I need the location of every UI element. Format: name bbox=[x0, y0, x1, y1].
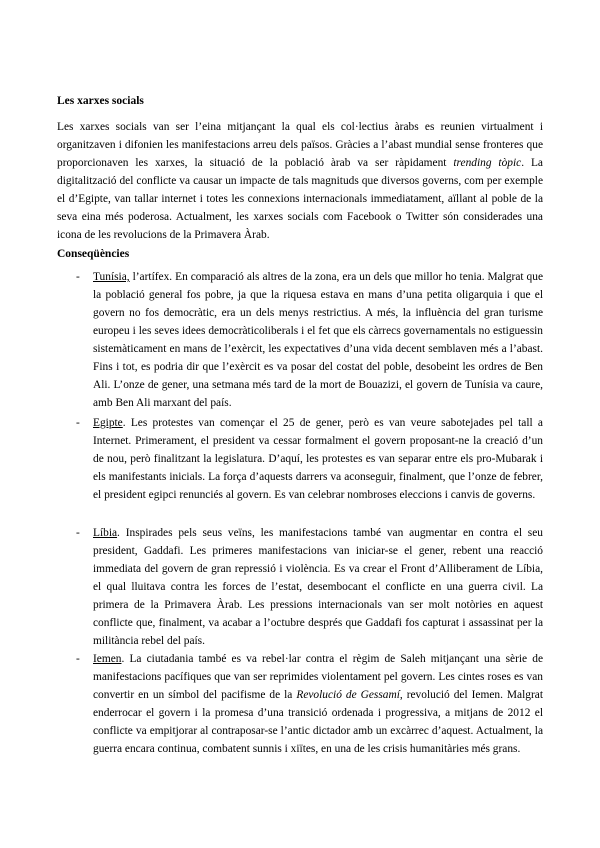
list-item-tunisia bbox=[57, 268, 543, 412]
emphasis-trending-topic: trending tòpic bbox=[453, 157, 522, 169]
list-item-iemen bbox=[57, 650, 543, 758]
country-name-egipte: Egipte bbox=[93, 417, 123, 429]
section-heading-consequencies: Conseqüències bbox=[57, 248, 130, 260]
list-item-egipte bbox=[57, 414, 543, 504]
list-item-text bbox=[93, 650, 543, 758]
item-body: . Inspirades pels seus veïns, les manifestacions també van augmentar en contra el seu president, Gaddafi. Les primeres manifestacions van iniciar-se el gener, rebent una reacció immediata del govern de gran repressió i violència. Es va crear el Front d’Alliberament de Líbia, el qual lluitava contra les forces de l’estat, desembocant el conflicte en una guerra civil. La primera de la Primavera Àrab. Les pressions internacionals van ser molt notòries en aquest conflicte que, finalment, va acabar a l’octubre després que Gaddafi fos capturat i assassinat per la militància rebel del país. bbox=[93, 527, 543, 647]
section-heading-xarxes-socials: Les xarxes socials bbox=[57, 95, 144, 107]
list-item-libia bbox=[57, 524, 543, 650]
item-body: l’artífex. En comparació als altres de la zona, era un dels que millor ho tenia. Malgrat que la població general fos pobre, ja que la riquesa estava en mans d’una petita oligarquia i que el govern no fos democràtic, era un dels menys restrictius. A més, la influència del gran turisme europeu i les seves idees democràticoliberals i el fet que els càrrecs governamentals no estiguessin sistemàticament en mans de l’exèrcit, les expectatives d’una vida decent semblaven més a l’abast. Fins i tot, es podria dir que l’exèrcit es va posar del costat del poble, desobeint les ordres de Ben Ali. L’onze de gener, una setmana més tard de la mort de Bouazizi, el govern de Tunísia va caure, amb Ben Ali marxant del país. bbox=[93, 271, 543, 409]
list-bullet-dash: - bbox=[76, 527, 80, 539]
item-body: , revolució del Iemen. Malgrat enderrocar el govern i la promesa d’una transició ordenada i progressiva, a mitjans de 2012 el conflicte va empitjorar al contraposar-se l’antic dictador amb un excàrrec d’aquest. Actualment, la guerra encara continua, combatent sunnis i xiïtes, en una de les crisis humanitàries més grans. bbox=[93, 689, 543, 755]
item-body: . La ciutadania també es va rebel·lar contra el règim de Saleh mitjançant una sèrie de manifestacions pacífiques que van ser reprimides violentament pel govern. Les cintes roses es van convertir en un símbol del pacifisme de la bbox=[93, 653, 543, 701]
list-item-text bbox=[93, 414, 543, 504]
list-bullet-dash: - bbox=[76, 271, 80, 283]
emphasis-revolucio-gessami: Revolució de Gessamí bbox=[296, 689, 400, 701]
paragraph-xarxes-socials bbox=[57, 118, 543, 244]
item-body: . Les protestes van començar el 25 de gener, però es van veure sabotejades pel tall a Internet. Primerament, el president va cessar formalment el govern proposant-ne la creació d’un de nou, però finalitzant la legislatura. D’aquí, les protestes es van separar entre els pro-Mubarak i els manifestants inicials. La força d’aquests darrers va aconseguir, finalment, que l’onze de febrer, el president egipci renunciés al govern. Es van celebrar nombroses eleccions i canvis de governs. bbox=[93, 417, 543, 501]
paragraph-text: Les xarxes socials van ser l’eina mitjançant la qual els col·lectius àrabs es reunien virtualment i organitzaven i difonien les manifestacions arreu dels països. Gràcies a l’abast mundial sense fronteres que proporcionaven les xarxes, la situació de la població àrab va ser ràpidament bbox=[57, 121, 543, 169]
paragraph-text: . La digitalització del conflicte va causar un impacte de tals magnituds que diversos governs, com per exemple el d’Egipte, van tallar internet i totes les connexions internacionals immediatament, aïllant al poble de la seva eina més poderosa. Actualment, les xarxes socials com Facebook o Twitter són considerades una icona de les revolucions de la Primavera Àrab. bbox=[57, 157, 543, 241]
country-name-tunisia: Tunísia, bbox=[93, 271, 130, 283]
country-name-iemen: Iemen bbox=[93, 653, 122, 665]
list-item-text bbox=[93, 524, 543, 650]
list-item-text bbox=[93, 268, 543, 412]
list-bullet-dash: - bbox=[76, 653, 80, 665]
country-name-libia: Líbia bbox=[93, 527, 118, 539]
list-bullet-dash: - bbox=[76, 417, 80, 429]
